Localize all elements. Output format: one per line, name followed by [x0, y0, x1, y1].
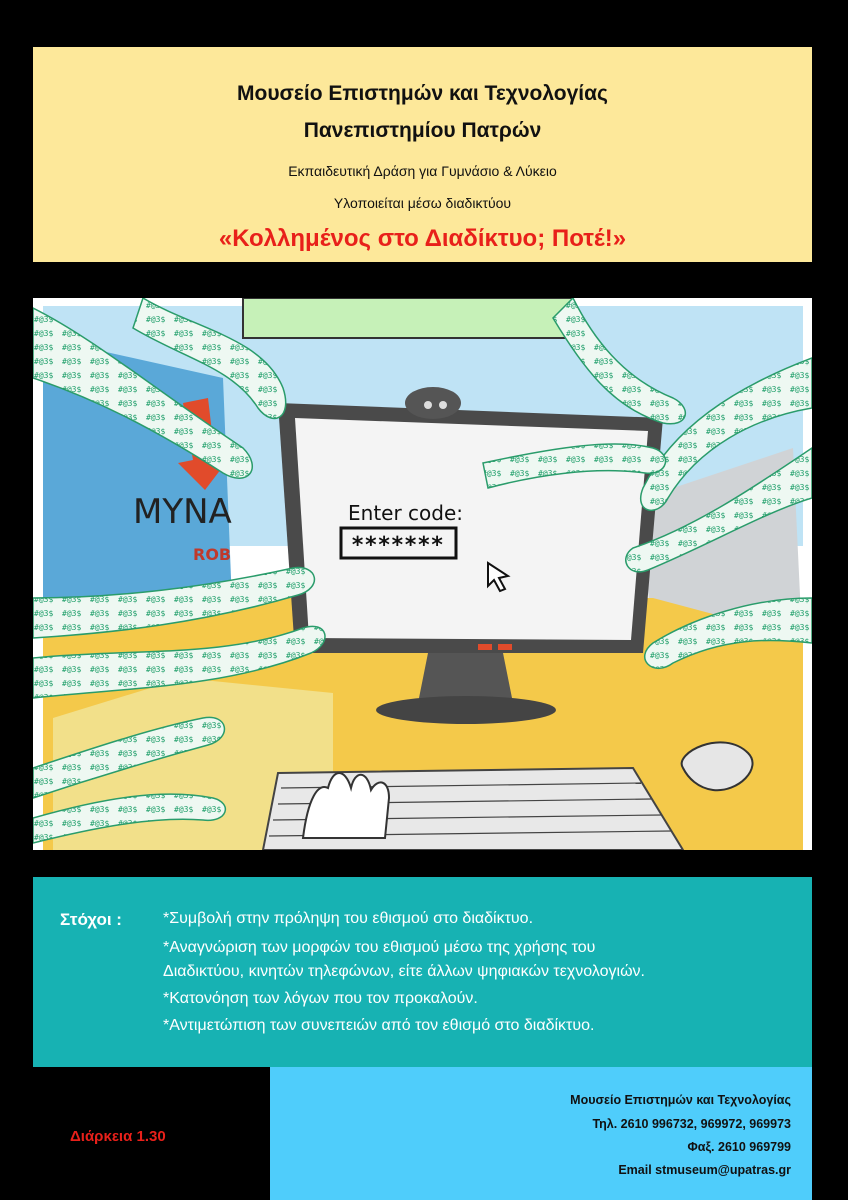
university-title: Πανεπιστημίου Πατρών — [303, 119, 542, 142]
goal-item-4: *Αντιμετώπιση των συνεπειών από τον εθισμό στο διαδίκτυο. — [163, 1017, 595, 1034]
goal-item-1: *Συμβολή στην πρόληψη του εθισμού στο διαδίκτυο. — [163, 910, 534, 927]
goal-item-3: *Κατονόηση των λόγων που τον προκαλούν. — [163, 990, 478, 1007]
contact-name: Μουσείο Επιστημών και Τεχνολογίας — [570, 1093, 791, 1107]
contact-fax: Φαξ. 2610 969799 — [687, 1140, 791, 1154]
contact-phone: Τηλ. 2610 996732, 969972, 969973 — [592, 1117, 791, 1131]
computer-drawing — [33, 298, 812, 850]
wall-text-2: ROB — [193, 545, 232, 564]
goals-panel — [33, 877, 812, 1067]
goal-item-2: *Αναγνώριση των μορφών του εθισμού μέσω της χρήσης του — [163, 939, 596, 956]
enter-code-text: Enter code: — [348, 501, 464, 525]
contact-panel — [270, 1067, 812, 1200]
header-panel — [33, 47, 812, 262]
slogan: «Κολλημένος στο Διαδίκτυο; Ποτέ!» — [218, 225, 627, 252]
duration-label: Διάρκεια 1.30 — [70, 1128, 166, 1145]
activity-subtitle: Εκπαιδευτική Δράση για Γυμνάσιο & Λύκειο — [288, 163, 557, 179]
online-note: Υλοποιείται μέσω διαδικτύου — [333, 195, 512, 211]
illustration — [33, 298, 812, 850]
contact-email[interactable]: Email stmuseum@upatras.gr — [618, 1163, 791, 1177]
goals-label: Στόχοι : — [60, 910, 122, 929]
goal-item-2-cont: Διαδικτύου, κινητών τηλεφώνων, είτε άλλων ψηφιακών τεχνολογιών. — [163, 963, 645, 980]
wall-text: MYNA — [133, 492, 232, 532]
museum-title: Μουσείο Επιστημών και Τεχνολογίας — [237, 82, 608, 105]
code-field-text: ******* — [351, 533, 444, 558]
